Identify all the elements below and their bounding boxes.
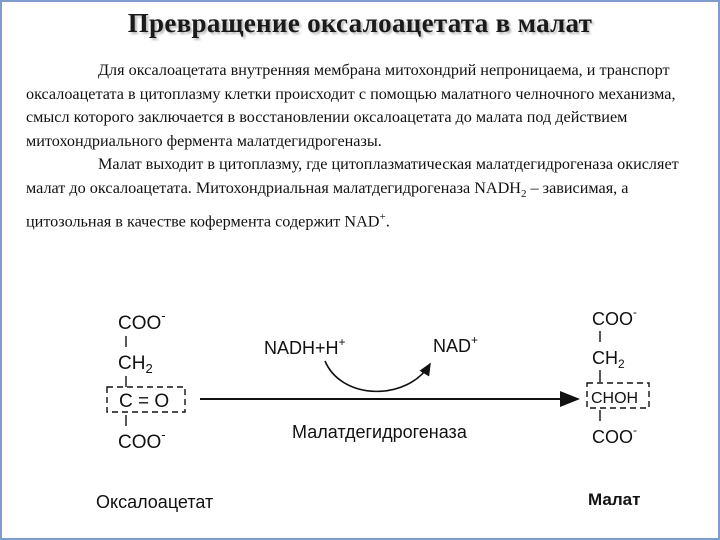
nad-label: NAD+ xyxy=(433,333,479,356)
cofactor-curve-arrow xyxy=(325,361,430,391)
nadh-subscript: 2 xyxy=(520,187,527,200)
right-choh: CHOH xyxy=(591,390,639,407)
paragraph-2-text-b: – зависимая, а цитозольная в качестве кофермента содержит NAD xyxy=(26,178,629,231)
paragraph-2-text-a: Малат выходит в цитоплазму, где цитоплазматическая малатдегидрогеназа окисляет малат до оксалоацетата. Митохондриальная малатдегидрогеназа NADH xyxy=(26,155,679,197)
slide-title: Превращение оксалоацетата в малат xyxy=(127,8,593,38)
right-coo-bottom: COO- xyxy=(592,423,638,447)
left-coo-top: COO- xyxy=(118,308,166,334)
oxaloacetate-label: Оксалоацетат xyxy=(96,492,214,512)
paragraph-2 xyxy=(26,153,704,234)
enzyme-label: Малатдегидрогеназа xyxy=(292,422,467,442)
reaction-svg xyxy=(70,276,654,538)
left-coo-bottom: COO- xyxy=(118,427,166,453)
right-coo-top: COO- xyxy=(592,305,638,329)
nadh-label: NADH+H+ xyxy=(264,335,346,358)
reaction-diagram xyxy=(70,276,654,538)
nad-superscript: + xyxy=(379,211,386,224)
left-ch2: $CH_2$ xyxy=(118,353,153,376)
slide-body xyxy=(26,59,704,234)
paragraph-1 xyxy=(26,59,704,153)
paragraph-2-text-c: . xyxy=(385,212,390,231)
paragraph-1-text: Для оксалоацетата внутренняя мембрана митохондрий непроницаема, и транспорт оксалоацетата в цитоплазму клетки происходит с помощью малатного челночного механизма, смысл которого заключается в восстановлении оксалоацетата до малата под действием митохондриального фермента малатдегидрогеназы. xyxy=(26,61,676,150)
right-ch2: $CH_2$ xyxy=(592,348,625,371)
left-co: C = O xyxy=(119,391,170,412)
malate-label: Малат xyxy=(588,490,641,509)
